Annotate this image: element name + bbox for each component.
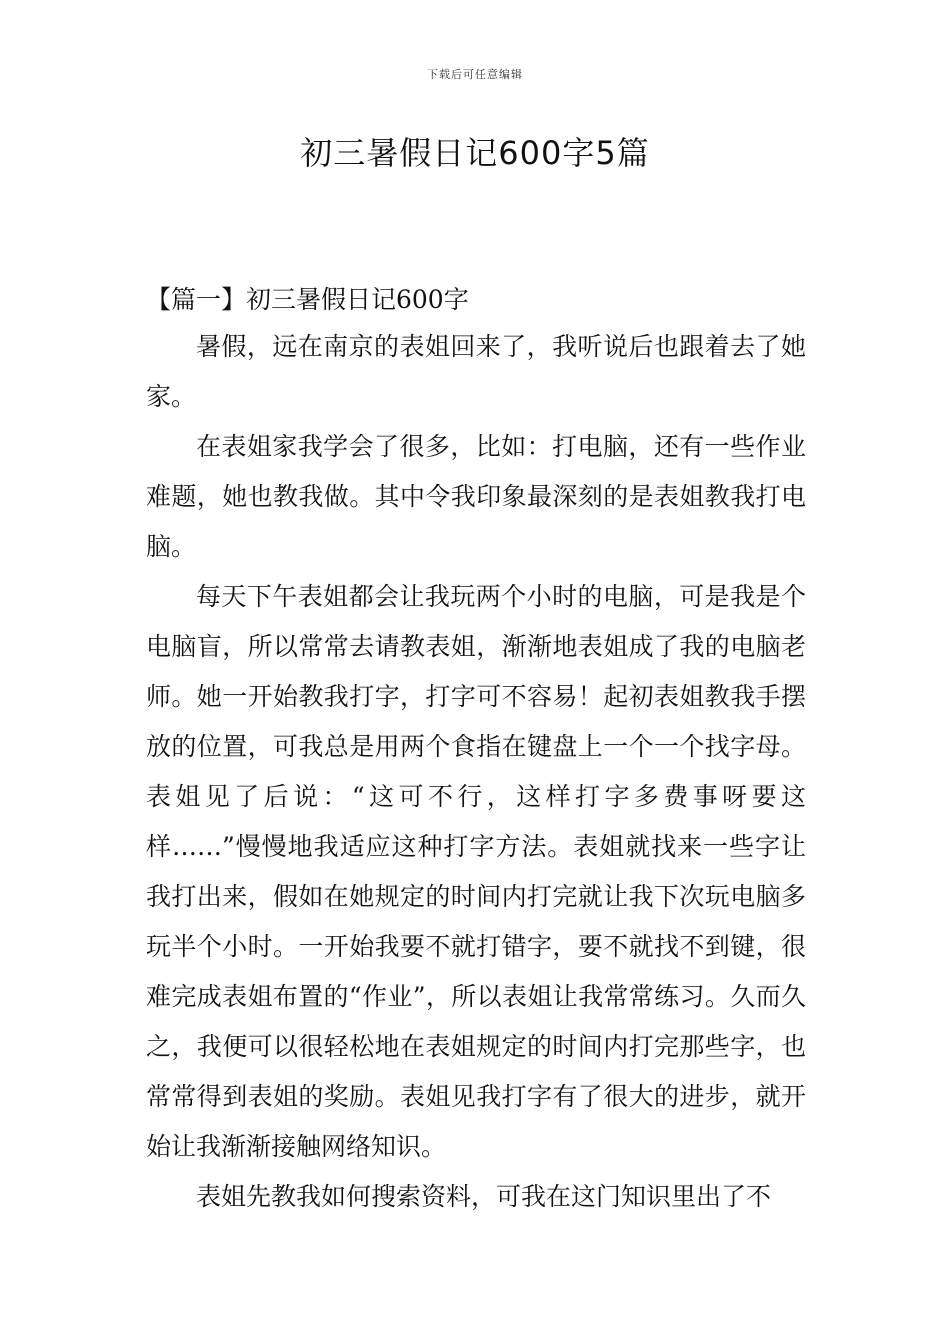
- paragraph-1: 暑假，远在南京的表姐回来了，我听说后也跟着去了她家。: [146, 332, 806, 411]
- section-heading: 【篇一】初三暑假日记600字: [146, 285, 469, 314]
- paragraph-2: 在表姐家我学会了很多，比如：打电脑，还有一些作业难题，她也教我做。其中令我印象最深刻的是表姐教我打电脑。: [146, 432, 806, 561]
- document-body: [146, 278, 806, 1222]
- document-title: 初三暑假日记600字5篇: [300, 134, 650, 172]
- paragraph-4: 表姐先教我如何搜索资料，可我在这门知识里出了不: [196, 1182, 772, 1211]
- paragraph-3: 每天下午表姐都会让我玩两个小时的电脑，可是我是个电脑盲，所以常常去请教表姐，渐渐地表姐成了我的电脑老师。她一开始教我打字，打字可不容易！起初表姐教我手摆放的位置，可我总是用两个食指在键盘上一个一个找字母。表姐见了后说：“这可不行，这样打字多费事呀要这样……”慢慢地我适应这种打字方法。表姐就找来一些字让我打出来，假如在她规定的时间内打完就让我下次玩电脑多玩半个小时。一开始我要不就打错字，要不就找不到键，很难完成表姐布置的“作业”，所以表姐让我常常练习。久而久之，我便可以很轻松地在表姐规定的时间内打完那些字，也常常得到表姐的奖励。表姐见我打字有了很大的进步，就开始让我渐渐接触网络知识。: [146, 582, 806, 1161]
- header-note: 下载后可任意编辑: [427, 68, 523, 81]
